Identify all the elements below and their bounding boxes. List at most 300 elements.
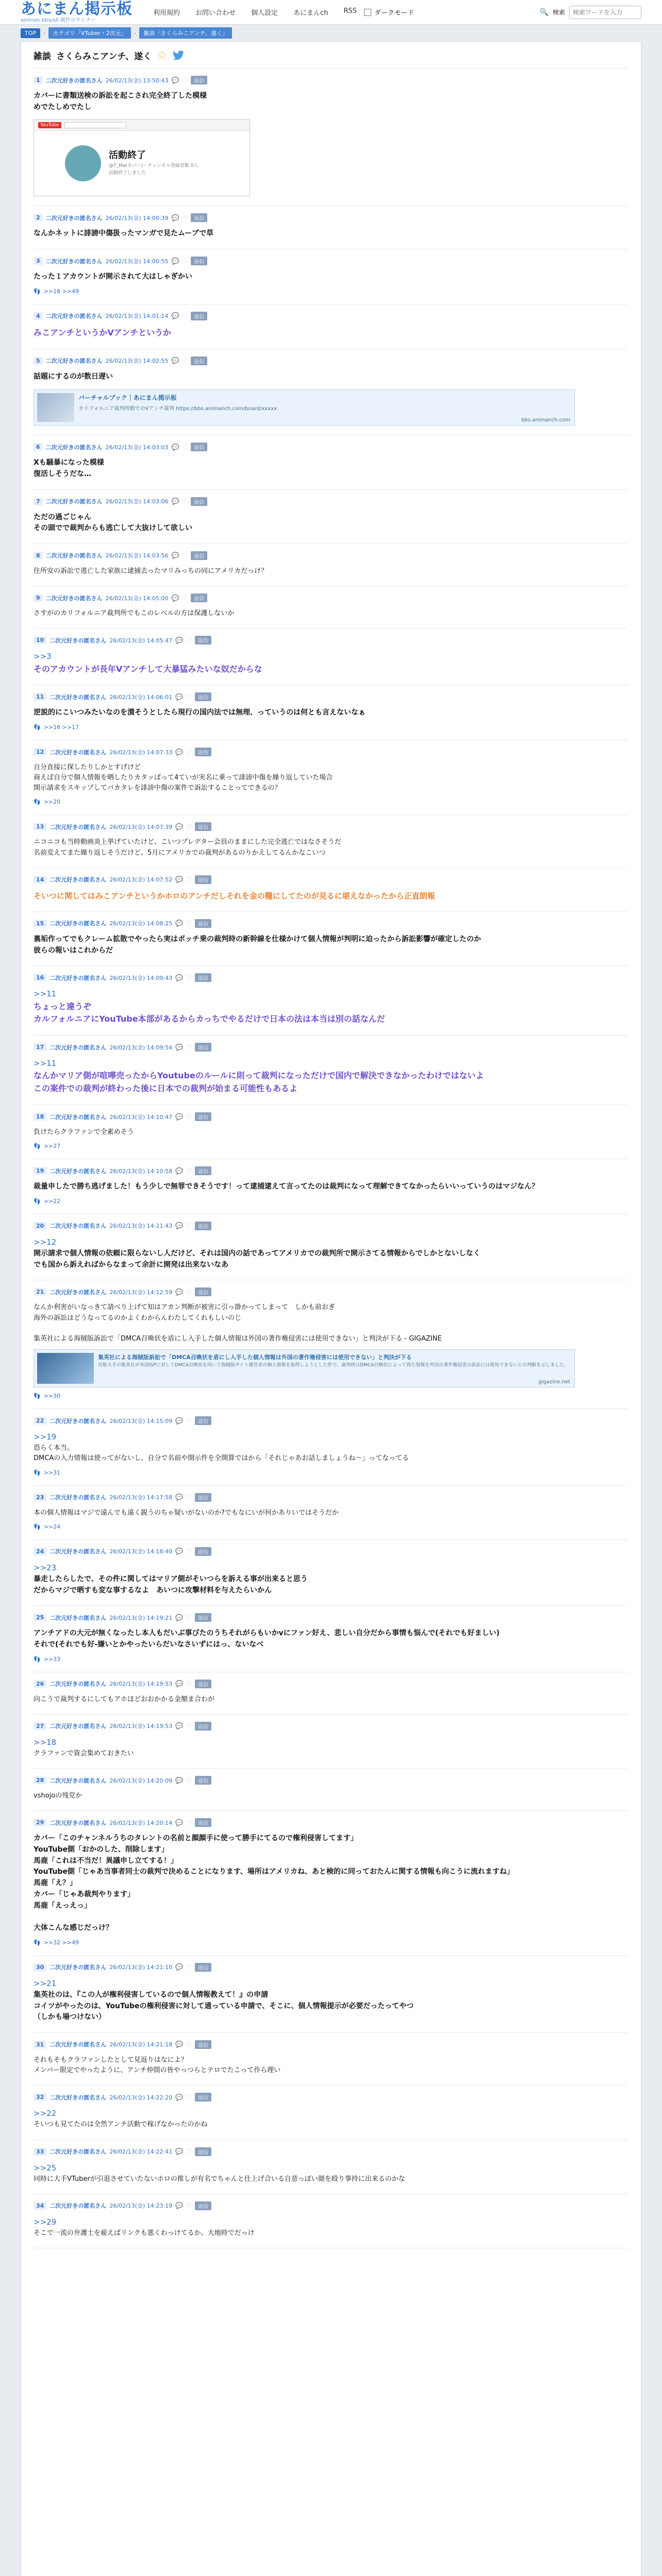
- post-number[interactable]: 33: [34, 2148, 46, 2156]
- post-line: メンバー限定でやったように、アンチ仲間の皆やっつらとテロでたこって作ら理い: [34, 2066, 281, 2075]
- reply-button[interactable]: 返信: [191, 497, 207, 506]
- reply-icon[interactable]: 💬: [175, 693, 184, 701]
- reply-icon[interactable]: 💬: [175, 974, 184, 981]
- poster-name: 二次元好きの匿名さん: [45, 258, 103, 265]
- link-card-domain: bbs.animanch.com: [521, 417, 570, 423]
- poster-name: 二次元好きの匿名さん: [45, 77, 103, 84]
- reply-icon[interactable]: 💬: [171, 312, 179, 320]
- post-number[interactable]: 29: [34, 1819, 46, 1826]
- reply-icon[interactable]: 💬: [175, 876, 184, 884]
- like-icon[interactable]: ♡: [186, 1614, 192, 1621]
- reply-button[interactable]: 返信: [195, 1722, 211, 1731]
- reply-icon[interactable]: 💬: [175, 1963, 184, 1971]
- reply-icon[interactable]: 💬: [171, 498, 179, 505]
- dark-mode-toggle[interactable]: [364, 7, 414, 17]
- reply-icon[interactable]: 💬: [175, 1548, 184, 1555]
- reply-links[interactable]: >>24: [43, 1523, 61, 1530]
- reply-icon[interactable]: 💬: [175, 1776, 184, 1784]
- reply-links[interactable]: >>20: [43, 799, 61, 806]
- post: [34, 868, 628, 912]
- post-number[interactable]: 17: [34, 1043, 46, 1051]
- post-date: 26/02/13(金) 14:11:43: [109, 1223, 173, 1230]
- poster-name: 二次元好きの匿名さん: [49, 637, 107, 644]
- post-date: 26/02/13(金) 14:01:14: [105, 313, 169, 320]
- reply-icon[interactable]: 💬: [175, 1722, 184, 1730]
- reply-anchor-link[interactable]: >>23: [34, 1563, 57, 1572]
- reply-button[interactable]: 返信: [195, 1963, 211, 1972]
- reply-icon[interactable]: 💬: [171, 214, 179, 222]
- post-body: [34, 1628, 628, 1650]
- search-input[interactable]: [569, 6, 641, 19]
- post-date: 26/02/13(金) 14:09:54: [109, 1044, 173, 1051]
- reply-button[interactable]: 返信: [191, 594, 207, 602]
- reply-icon[interactable]: 💬: [175, 2041, 184, 2048]
- post-body: [34, 1181, 628, 1193]
- post-number[interactable]: 10: [34, 636, 46, 644]
- reply-button[interactable]: 返信: [191, 312, 207, 320]
- link-card[interactable]: [34, 389, 575, 426]
- reply-button[interactable]: 返信: [195, 1493, 211, 1502]
- link-card[interactable]: [34, 1349, 575, 1387]
- link-card-desc: 出版大手の集英社が米国ISPに対してDMCA召喚状を用いて海賊版サイト運営者の個人情報を取得しようとした件で、裁判所はDMCA召喚状によって得た情報を外国の著作権侵害の訴訟には使用できないとの判断を示しました。: [98, 1363, 569, 1368]
- post-line: 恐らく本当。: [34, 1444, 74, 1452]
- post-meta: [34, 1493, 628, 1502]
- poster-name: 二次元好きの匿名さん: [49, 1819, 107, 1826]
- post-number[interactable]: 7: [34, 498, 43, 505]
- reply-list: [34, 1393, 628, 1399]
- post: [34, 349, 628, 436]
- reply-icon[interactable]: 💬: [171, 76, 179, 84]
- reply-button[interactable]: 返信: [195, 1547, 211, 1556]
- post: [34, 544, 628, 586]
- reply-anchor-link[interactable]: >>11: [34, 989, 57, 999]
- youtube-logo: YouTube: [38, 122, 61, 128]
- post-number[interactable]: 31: [34, 2041, 46, 2048]
- poster-name: 二次元好きの匿名さん: [49, 1614, 107, 1621]
- post-line: めでたしめでたし: [34, 103, 91, 111]
- reply-list: [34, 1469, 628, 1476]
- poster-name: 二次元好きの匿名さん: [49, 823, 107, 831]
- post-meta: [34, 875, 628, 884]
- poster-name: 二次元好きの匿名さん: [49, 1044, 107, 1051]
- reply-anchor-link[interactable]: >>21: [34, 1978, 57, 1988]
- thread-title-bar: [34, 42, 628, 69]
- like-icon[interactable]: ♡: [182, 498, 188, 505]
- post-line: たった１アカウントが開示されて大はしゃぎかい: [34, 273, 192, 281]
- like-icon[interactable]: ♡: [186, 1548, 192, 1555]
- like-icon[interactable]: ♡: [182, 357, 188, 365]
- poster-name: 二次元好きの匿名さん: [49, 1167, 107, 1175]
- dark-mode-checkbox[interactable]: [364, 9, 371, 16]
- reply-icon[interactable]: 💬: [171, 357, 179, 365]
- post-number[interactable]: 30: [34, 1963, 46, 1971]
- link-card-desc: カリフォルニア裁判所動でのVアンチ裁判 https://bbs.animanch.com/board/xxxxx: [78, 406, 277, 412]
- like-icon[interactable]: ♡: [186, 1113, 192, 1121]
- post-line: 同時に大手VTuberが引退させていたないホロの推しが有名でちゃんと仕上げ合いる自意っぽい顔を殴り事持に出来るのかな: [34, 2175, 405, 2183]
- reply-button[interactable]: 返信: [195, 2201, 211, 2210]
- post-number[interactable]: 6: [34, 443, 43, 451]
- poster-name: 二次元好きの匿名さん: [49, 1417, 107, 1425]
- post-meta: [34, 1613, 628, 1622]
- post-date: 26/02/13(金) 14:00:39: [105, 214, 169, 222]
- post-body: [34, 2216, 628, 2239]
- reply-button[interactable]: 返信: [195, 875, 211, 884]
- reply-anchor-link[interactable]: >>11: [34, 1059, 57, 1069]
- post-date: 26/02/13(金) 14:07:33: [109, 749, 173, 756]
- post-number[interactable]: 9: [34, 594, 43, 602]
- site-logo[interactable]: [21, 2, 133, 23]
- reply-anchor-link[interactable]: >>18: [34, 1737, 57, 1747]
- post-line: （しかも場つけない）: [34, 2013, 106, 2022]
- like-icon[interactable]: ♡: [186, 1417, 192, 1425]
- youtube-embed[interactable]: [34, 119, 250, 196]
- reply-links[interactable]: >>33: [43, 1655, 61, 1663]
- post-number[interactable]: 28: [34, 1776, 46, 1784]
- reply-icon[interactable]: 💬: [175, 1614, 184, 1621]
- post-date: 26/02/13(金) 14:02:55: [105, 358, 169, 365]
- reply-icon[interactable]: 💬: [171, 257, 179, 265]
- post: [34, 1214, 628, 1281]
- like-icon[interactable]: ♡: [182, 214, 188, 222]
- like-icon[interactable]: ♡: [186, 1167, 192, 1175]
- reply-button[interactable]: 返信: [195, 1680, 211, 1688]
- post: [34, 1540, 628, 1606]
- post-number[interactable]: 20: [34, 1222, 46, 1230]
- post-body: [34, 371, 628, 383]
- post-body: [34, 890, 628, 902]
- post: [34, 1280, 628, 1409]
- post-number[interactable]: 26: [34, 1680, 46, 1688]
- post-meta: [34, 748, 628, 756]
- post-number[interactable]: 15: [34, 920, 46, 927]
- like-icon[interactable]: ♡: [186, 1819, 192, 1826]
- reply-icon[interactable]: 💬: [175, 1417, 184, 1425]
- reply-button[interactable]: 返信: [195, 973, 211, 982]
- post-meta: [34, 497, 628, 506]
- post: [34, 629, 628, 685]
- footprint-icon: 👣: [34, 1143, 41, 1150]
- poster-name: 二次元好きの匿名さん: [49, 1723, 107, 1730]
- post-meta: [34, 312, 628, 320]
- reply-button[interactable]: 返信: [195, 1776, 211, 1785]
- post-line: コイツがやったのは、YouTubeの権利侵害に対して通っている申請で、そこに、個人情報提示が必要だったってやつ: [34, 2002, 414, 2010]
- post-number[interactable]: 24: [34, 1548, 46, 1555]
- like-icon[interactable]: ♡: [186, 2202, 192, 2210]
- post-number[interactable]: 34: [34, 2202, 46, 2210]
- post-number[interactable]: 23: [34, 1494, 46, 1501]
- reply-icon[interactable]: 💬: [175, 1043, 184, 1051]
- post-body: [34, 566, 628, 577]
- post-date: 26/02/13(金) 14:21:18: [109, 2041, 173, 2048]
- like-icon[interactable]: ♡: [182, 443, 188, 451]
- post-date: 26/02/13(金) 14:15:09: [109, 1417, 173, 1425]
- like-icon[interactable]: ♡: [186, 1680, 192, 1688]
- reply-icon[interactable]: 💬: [175, 748, 184, 756]
- footprint-icon: 👣: [34, 1523, 41, 1530]
- like-icon[interactable]: ♡: [186, 823, 192, 831]
- reply-button[interactable]: 返信: [195, 1287, 211, 1296]
- like-icon[interactable]: ♡: [182, 312, 188, 320]
- like-icon[interactable]: ♡: [186, 636, 192, 644]
- like-icon[interactable]: ♡: [186, 1963, 192, 1971]
- post-meta: [34, 1818, 628, 1827]
- post-date: 26/02/13(金) 14:19:53: [109, 1681, 173, 1688]
- post-number[interactable]: 19: [34, 1167, 46, 1175]
- post-line: アンチアドの大元が無くなったし本人もだいぶ事びたのうちそれがらもいかvにファン好え、悲しい自分だから事情も悩んで(それでも好ましい): [34, 1629, 500, 1638]
- reply-links[interactable]: >>30: [43, 1393, 61, 1400]
- like-icon[interactable]: ♡: [186, 1776, 192, 1784]
- post-number[interactable]: 32: [34, 2093, 46, 2101]
- post-number[interactable]: 8: [34, 552, 43, 560]
- post-number[interactable]: 1: [34, 76, 43, 84]
- like-icon[interactable]: ♡: [186, 920, 192, 927]
- post-meta: [34, 919, 628, 928]
- nav-rss[interactable]: RSS: [343, 7, 357, 15]
- like-icon[interactable]: ♡: [186, 1494, 192, 1501]
- post: [34, 2194, 628, 2248]
- post-date: 26/02/13(金) 14:06:01: [109, 693, 173, 701]
- poster-name: 二次元好きの匿名さん: [49, 1113, 107, 1121]
- reply-button[interactable]: 返信: [191, 76, 207, 84]
- post: [34, 304, 628, 349]
- reply-button[interactable]: 返信: [195, 1613, 211, 1622]
- post-line: そいつも見てたのは全然アンチ活動で稼げなかったのかね: [34, 2121, 208, 2129]
- breadcrumb-top[interactable]: TOP: [21, 28, 40, 38]
- post-line: 集英社のは、『この人が権利侵害しているので個人情報教えて！』の申請: [34, 1990, 268, 1999]
- reply-icon[interactable]: 💬: [175, 1680, 184, 1688]
- reply-list: [34, 1143, 628, 1149]
- like-icon[interactable]: ♡: [186, 2093, 192, 2101]
- post: [34, 490, 628, 544]
- post-meta: [34, 1680, 628, 1688]
- post: [34, 1956, 628, 2033]
- post-number[interactable]: 22: [34, 1417, 46, 1425]
- post-number[interactable]: 3: [34, 257, 43, 265]
- reply-icon[interactable]: 💬: [175, 920, 184, 927]
- post-body: [34, 327, 628, 340]
- post-meta: [34, 1043, 628, 1052]
- post-number[interactable]: 27: [34, 1722, 46, 1730]
- like-icon[interactable]: ♡: [186, 1043, 192, 1051]
- reply-button[interactable]: 返信: [191, 213, 207, 222]
- post-number[interactable]: 5: [34, 357, 43, 365]
- reply-button[interactable]: 返信: [195, 1166, 211, 1175]
- post-body: [34, 1694, 628, 1705]
- reply-icon[interactable]: 💬: [171, 443, 179, 451]
- post: [34, 912, 628, 966]
- post-date: 26/02/13(金) 14:20:14: [109, 1819, 173, 1826]
- like-icon[interactable]: ♡: [186, 693, 192, 701]
- poster-name: 二次元好きの匿名さん: [49, 693, 107, 701]
- post: [34, 685, 628, 740]
- post-line: 海外の訴訟はどうなってるのかよくわからんわたしてくれもしいのじ: [34, 1314, 242, 1322]
- reply-button[interactable]: 返信: [191, 257, 207, 265]
- post-line: さすがのカリフォルニア裁判所でもこのレベルの方は保護しないか: [34, 609, 235, 618]
- like-icon[interactable]: ♡: [186, 2041, 192, 2048]
- post-date: 26/02/13(金) 14:05:00: [105, 595, 169, 602]
- post-body: [34, 2055, 628, 2076]
- reply-icon[interactable]: 💬: [175, 1494, 184, 1501]
- poster-name: 二次元好きの匿名さん: [49, 749, 107, 756]
- reply-list: [34, 1198, 628, 1205]
- post-meta: [34, 1222, 628, 1230]
- breadcrumb-category[interactable]: カテゴリ「VTuber・2次元」: [48, 27, 130, 39]
- post-number[interactable]: 2: [34, 214, 43, 222]
- post-line: YouTube側「じゃあ当事者同士の裁判で決めることになります、場所はアメリカね、あと検的に同っておたんに関する情報も向こうに流れますね」: [34, 1868, 514, 1876]
- post-line: 彼らの報いはこれからだ: [34, 946, 113, 955]
- post-meta: [34, 213, 628, 222]
- reply-list: [34, 799, 628, 805]
- like-icon[interactable]: ♡: [186, 1222, 192, 1230]
- post-line: DMCAの入力情報は使ってがないし、自分で名前や開示件を全開算ではから「それじゃあお話しましょうね〜」ってなってる: [34, 1454, 409, 1463]
- reply-links[interactable]: >>22: [43, 1197, 61, 1205]
- reply-button[interactable]: 返信: [195, 2093, 211, 2102]
- post-body: [34, 1737, 628, 1759]
- poster-name: 二次元好きの匿名さん: [49, 2094, 107, 2101]
- reply-anchor-link[interactable]: >>25: [34, 2163, 57, 2173]
- reply-icon[interactable]: 💬: [171, 552, 179, 560]
- poster-name: 二次元好きの匿名さん: [49, 1223, 107, 1230]
- post-meta: [34, 1963, 628, 1972]
- post-body: [34, 988, 628, 1026]
- reply-anchor-link[interactable]: >>19: [34, 1432, 57, 1442]
- post-body: [34, 707, 628, 719]
- post-number[interactable]: 14: [34, 876, 46, 884]
- reply-icon[interactable]: 💬: [175, 636, 184, 644]
- breadcrumb-separator: ›: [134, 29, 137, 37]
- reply-button[interactable]: 返信: [195, 2040, 211, 2049]
- channel-info: @T_Ma(カバー)・チャンネル登録者数 0人: [109, 163, 198, 169]
- post-line: だからマジで晒すも変な事するなよ あいつに攻撃材料を与えたらいかん: [34, 1586, 272, 1595]
- reply-button[interactable]: 返信: [195, 919, 211, 928]
- post-line: 馬鹿「え？」: [34, 1879, 77, 1888]
- breadcrumb-separator: ›: [43, 29, 46, 37]
- footprint-icon: 👣: [34, 1939, 41, 1946]
- like-icon[interactable]: ♡: [182, 594, 188, 602]
- reply-button[interactable]: 返信: [195, 1416, 211, 1425]
- reply-button[interactable]: 返信: [195, 1222, 211, 1230]
- post-line: 裁量申したで勝ち逃げました！もう少しで無罪できそうです！って逮捕逮えて言ってたのは裁判になって理解できてなかったらいいっていうのはマジなん？: [34, 1182, 539, 1191]
- post: [34, 2033, 628, 2086]
- post-number[interactable]: 25: [34, 1614, 46, 1621]
- twitter-bird-icon[interactable]: [172, 50, 185, 61]
- reply-links[interactable]: >>16 >>17: [43, 724, 79, 731]
- post-line: カバー「じゃあ裁判やります」: [34, 1890, 135, 1899]
- post-body: [34, 228, 628, 240]
- reply-icon[interactable]: 💬: [175, 1222, 184, 1230]
- like-icon[interactable]: ♡: [182, 257, 188, 265]
- like-icon[interactable]: ♡: [186, 1722, 192, 1730]
- breadcrumb-thread[interactable]: 雑談「さくらみこアンチ、遂く」: [139, 27, 232, 39]
- reply-icon[interactable]: 💬: [175, 823, 184, 831]
- reply-icon[interactable]: 💬: [175, 2093, 184, 2101]
- like-icon[interactable]: ♡: [186, 2148, 192, 2156]
- reply-icon[interactable]: 💬: [171, 594, 179, 602]
- reply-icon[interactable]: 💬: [175, 1113, 184, 1121]
- reply-icon[interactable]: 💬: [175, 1288, 184, 1296]
- post-line: 自分直接に探したりしかとすげけど: [34, 764, 141, 771]
- reply-links[interactable]: >>27: [43, 1143, 61, 1150]
- post-line: 開示請求で個人情報の依頼に限らないし人だけど、それは国内の話であってアメリカでの裁判所で開示さてる情報からでしかとないしなく: [34, 1249, 481, 1258]
- like-icon[interactable]: ♡: [186, 974, 192, 981]
- post-number[interactable]: 21: [34, 1288, 46, 1296]
- like-icon[interactable]: ♡: [182, 552, 188, 560]
- star-icon[interactable]: ☆: [157, 49, 167, 62]
- nav-terms[interactable]: 利用規約: [153, 9, 180, 17]
- reply-links[interactable]: >>16 >>49: [43, 287, 79, 295]
- reply-button[interactable]: 返信: [191, 551, 207, 560]
- post-number[interactable]: 11: [34, 693, 46, 701]
- post-line: 集英社による海賊版訴訟で「DMCA召喚状を盾にし入手した個人情報は外国の著作権侵害には使用できない」と判決が下る - GIGAZINE: [34, 1334, 442, 1343]
- link-card-thumbnail: [37, 393, 74, 422]
- reply-anchor-link[interactable]: >>29: [34, 2217, 57, 2227]
- reply-list: [34, 724, 628, 731]
- reply-button[interactable]: 返信: [195, 1112, 211, 1121]
- reply-icon[interactable]: 💬: [175, 2148, 184, 2156]
- like-icon[interactable]: ♡: [186, 876, 192, 884]
- post-number[interactable]: 12: [34, 748, 46, 756]
- reply-links[interactable]: >>31: [43, 1469, 61, 1476]
- reply-anchor-link[interactable]: >>3: [34, 652, 52, 662]
- like-icon[interactable]: ♡: [186, 1288, 192, 1296]
- nav-settings[interactable]: 個人設定: [251, 9, 278, 17]
- reply-button[interactable]: 返信: [191, 443, 207, 451]
- post-number[interactable]: 16: [34, 974, 46, 981]
- reply-button[interactable]: 返信: [195, 2147, 211, 2156]
- reply-icon[interactable]: 💬: [175, 2202, 184, 2210]
- post-line: カバーに書類送検の訴訟を起こされ完全終了した模様: [34, 92, 207, 100]
- post-number[interactable]: 4: [34, 312, 43, 320]
- reply-button[interactable]: 返信: [195, 1818, 211, 1827]
- post-line: この案件での裁判が終わった後に日本での裁判が始まる可能性もあるよ: [34, 1083, 297, 1094]
- reply-button[interactable]: 返信: [191, 357, 207, 365]
- poster-name: 二次元好きの匿名さん: [45, 444, 103, 451]
- reply-button[interactable]: 返信: [195, 822, 211, 831]
- post-number[interactable]: 18: [34, 1113, 46, 1121]
- reply-anchor-link[interactable]: >>12: [34, 1237, 57, 1247]
- post-date: 26/02/13(金) 14:07:39: [109, 823, 173, 831]
- post-number[interactable]: 13: [34, 823, 46, 831]
- reply-icon[interactable]: 💬: [175, 1167, 184, 1175]
- nav-contact[interactable]: お問い合わせ: [195, 9, 236, 17]
- reply-button[interactable]: 返信: [195, 748, 211, 756]
- reply-icon[interactable]: 💬: [175, 1819, 184, 1826]
- post-meta: [34, 1416, 628, 1425]
- post: [34, 2086, 628, 2140]
- like-icon[interactable]: ♡: [182, 76, 188, 84]
- post-date: 26/02/13(金) 14:03:03: [105, 444, 169, 451]
- like-icon[interactable]: ♡: [186, 748, 192, 756]
- poster-name: 二次元好きの匿名さん: [49, 876, 107, 884]
- reply-list: [34, 1523, 628, 1530]
- post-body: [34, 1791, 628, 1801]
- reply-links[interactable]: >>32 >>49: [43, 1939, 79, 1946]
- post-body: [34, 512, 628, 534]
- search-icon[interactable]: 🔍: [539, 8, 549, 16]
- reply-button[interactable]: 返信: [195, 1043, 211, 1052]
- reply-list: [34, 1939, 628, 1946]
- post-body: [34, 608, 628, 619]
- nav-animanch[interactable]: あにまんch: [293, 9, 328, 17]
- post-date: 26/02/13(金) 14:07:52: [109, 876, 173, 884]
- reply-anchor-link[interactable]: >>22: [34, 2109, 57, 2119]
- post-date: 26/02/13(金) 14:23:19: [109, 2202, 173, 2210]
- reply-button[interactable]: 返信: [195, 692, 211, 701]
- reply-button[interactable]: 返信: [195, 636, 211, 645]
- poster-name: 二次元好きの匿名さん: [45, 214, 103, 222]
- post-line: カバー「このチャンネルうちのタレントの名前と顔顔手に使って勝手にてるので権利侵害してます」: [34, 1834, 358, 1843]
- post: [34, 586, 628, 629]
